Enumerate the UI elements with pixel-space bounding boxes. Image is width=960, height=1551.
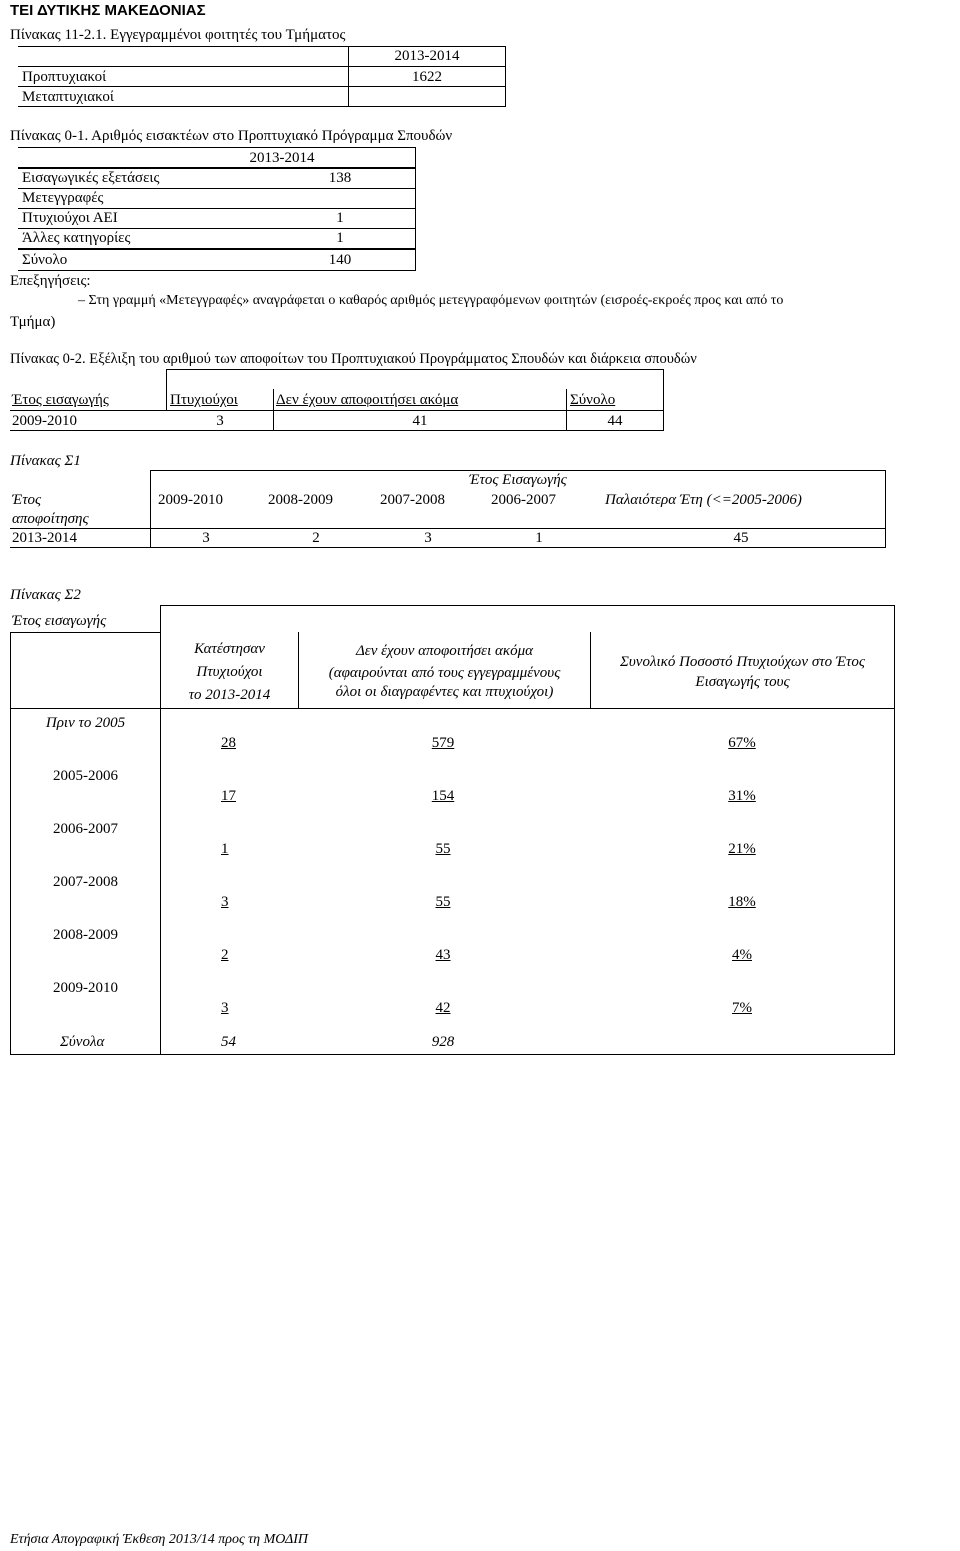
tableS2-cell: 17 [221, 788, 236, 804]
tableS2-cell: 579 [431, 735, 455, 751]
tableS2-cell: 43 [435, 947, 451, 963]
notes-title: Επεξηγήσεις: [10, 273, 91, 289]
table3-cell: 3 [216, 413, 224, 429]
table2-caption: Πίνακας 0-1. Αριθμός εισακτέων στο Προπτυχιακό Πρόγραμμα Σπουδών [10, 128, 453, 144]
tableS2-cell: 1 [221, 841, 229, 857]
tableS2-row-year: Πριν το 2005 [45, 715, 126, 731]
table2-row-label: Σύνολο [22, 252, 68, 268]
tableS2-cell: 18% [728, 894, 756, 910]
tableS2-col-header: Κατέστησαν [194, 641, 265, 657]
note-line: – Στη γραμμή «Μετεγγραφές» αναγράφεται ο καθαρός αριθμός μετεγγραφόμενων φοιτητών (εισροές-εκροές προς και από το [78, 293, 784, 308]
table1-row-value: 1622 [412, 69, 442, 85]
footer-text: Ετήσια Απογραφική Έκθεση 2013/14 προς τη ΜΟΔΙΠ [10, 1532, 308, 1547]
tableS1-col-header: Παλαιότερα Έτη (<=2005-2006) [605, 492, 802, 508]
tableS1-row-header: αποφοίτησης [12, 511, 89, 527]
tableS1-row-label: 2013-2014 [12, 530, 77, 546]
tableS2-col-header: Εισαγωγής τους [695, 674, 790, 690]
tableS1-caption: Πίνακας Σ1 [10, 453, 81, 469]
table2-row-label: Εισαγωγικές εξετάσεις [22, 170, 160, 186]
tableS2-cell: 28 [221, 735, 236, 751]
tableS2-col-header: Συνολικό Ποσοστό Πτυχιούχων στο Έτος [620, 654, 865, 670]
tableS1-cell: 3 [424, 530, 432, 546]
table3-header: Δεν έχουν αποφοιτήσει ακόμα [276, 392, 459, 408]
tableS1-cell: 45 [733, 530, 749, 546]
tableS2-col-header: Δεν έχουν αποφοιτήσει ακόμα [356, 643, 533, 659]
table1-caption: Πίνακας 11-2.1. Εγγεγραμμένοι φοιτητές του Τμήματος [10, 27, 346, 43]
tableS1-col-header: 2009-2010 [158, 492, 223, 508]
table2-year: 2013-2014 [249, 150, 315, 166]
table1-row-label: Προπτυχιακοί [22, 69, 107, 85]
table3-cell: 44 [607, 413, 623, 429]
tableS1-cell: 2 [312, 530, 320, 546]
table2-row-value: 140 [328, 252, 352, 268]
tableS2-row-year: 2005-2006 [53, 768, 118, 784]
table3-cell: 2009-2010 [12, 413, 77, 429]
table3-caption: Πίνακας 0-2. Εξέλιξη του αριθμού των αποφοίτων του Προπτυχιακού Προγράμματος Σπουδών και διάρκεια σπουδών [10, 351, 697, 367]
tableS2-col-header: όλοι οι διαγραφέντες και πτυχιούχοι) [335, 684, 554, 700]
tableS2-col-header: το 2013-2014 [188, 687, 271, 703]
tableS2-cell: 4% [732, 947, 752, 963]
tableS1-row-header: Έτος [12, 492, 42, 508]
tableS2-totals-cell: 928 [431, 1034, 455, 1050]
tableS1-col-header: 2006-2007 [491, 492, 556, 508]
tableS2-totals-label: Σύνολα [60, 1034, 105, 1050]
table2-row-label: Πτυχιούχοι ΑΕΙ [22, 210, 118, 226]
table3-header: Έτος εισαγωγής [12, 392, 109, 408]
tableS2-caption: Πίνακας Σ2 [10, 587, 81, 603]
tableS1-cell: 3 [202, 530, 210, 546]
table2-row-value: 138 [328, 170, 352, 186]
tableS2-cell: 3 [221, 1000, 229, 1016]
tableS2-cell: 3 [221, 894, 229, 910]
org-title: ΤΕΙ ΔΥΤΙΚΗΣ ΜΑΚΕΔΟΝΙΑΣ [10, 2, 206, 19]
tableS2-col-header: (αφαιρούνται από τους εγγεγραμμένους [328, 665, 561, 681]
table2-row-label: Άλλες κατηγορίες [22, 230, 131, 246]
tableS2-row-year: 2007-2008 [53, 874, 118, 890]
tableS1-col-header: 2007-2008 [380, 492, 445, 508]
tableS2-col-header: Πτυχιούχοι [196, 664, 263, 680]
table2-row-value: 1 [336, 230, 344, 246]
table1-row-label: Μεταπτυχιακοί [22, 89, 114, 105]
table3-header: Σύνολο [570, 392, 616, 408]
tableS2-row-year: 2009-2010 [53, 980, 118, 996]
table3-header: Πτυχιούχοι [170, 392, 238, 408]
table2-row-label: Μετεγγραφές [22, 190, 104, 206]
tableS1-col-header: 2008-2009 [268, 492, 333, 508]
tableS1-cell: 1 [535, 530, 543, 546]
table3-cell: 41 [412, 413, 428, 429]
tableS2-cell: 154 [431, 788, 455, 804]
tableS2-row-year: 2008-2009 [53, 927, 118, 943]
tableS2-cell: 67% [728, 735, 756, 751]
tableS2-cell: 7% [732, 1000, 752, 1016]
tableS2-cell: 55 [435, 841, 451, 857]
tableS2-row-year: 2006-2007 [53, 821, 118, 837]
note-line: Τμήμα) [10, 314, 56, 330]
tableS1-group-header: Έτος Εισαγωγής [469, 472, 567, 488]
tableS2-totals-cell: 54 [221, 1034, 236, 1050]
tableS2-cell: 55 [435, 894, 451, 910]
tableS2-corner: Έτος εισαγωγής [12, 613, 107, 629]
tableS2-cell: 2 [221, 947, 229, 963]
tableS2-cell: 21% [728, 841, 756, 857]
tableS2-cell: 42 [435, 1000, 451, 1016]
tableS2-cell: 31% [728, 788, 756, 804]
table2-row-value: 1 [336, 210, 344, 226]
table1-year: 2013-2014 [394, 48, 460, 64]
